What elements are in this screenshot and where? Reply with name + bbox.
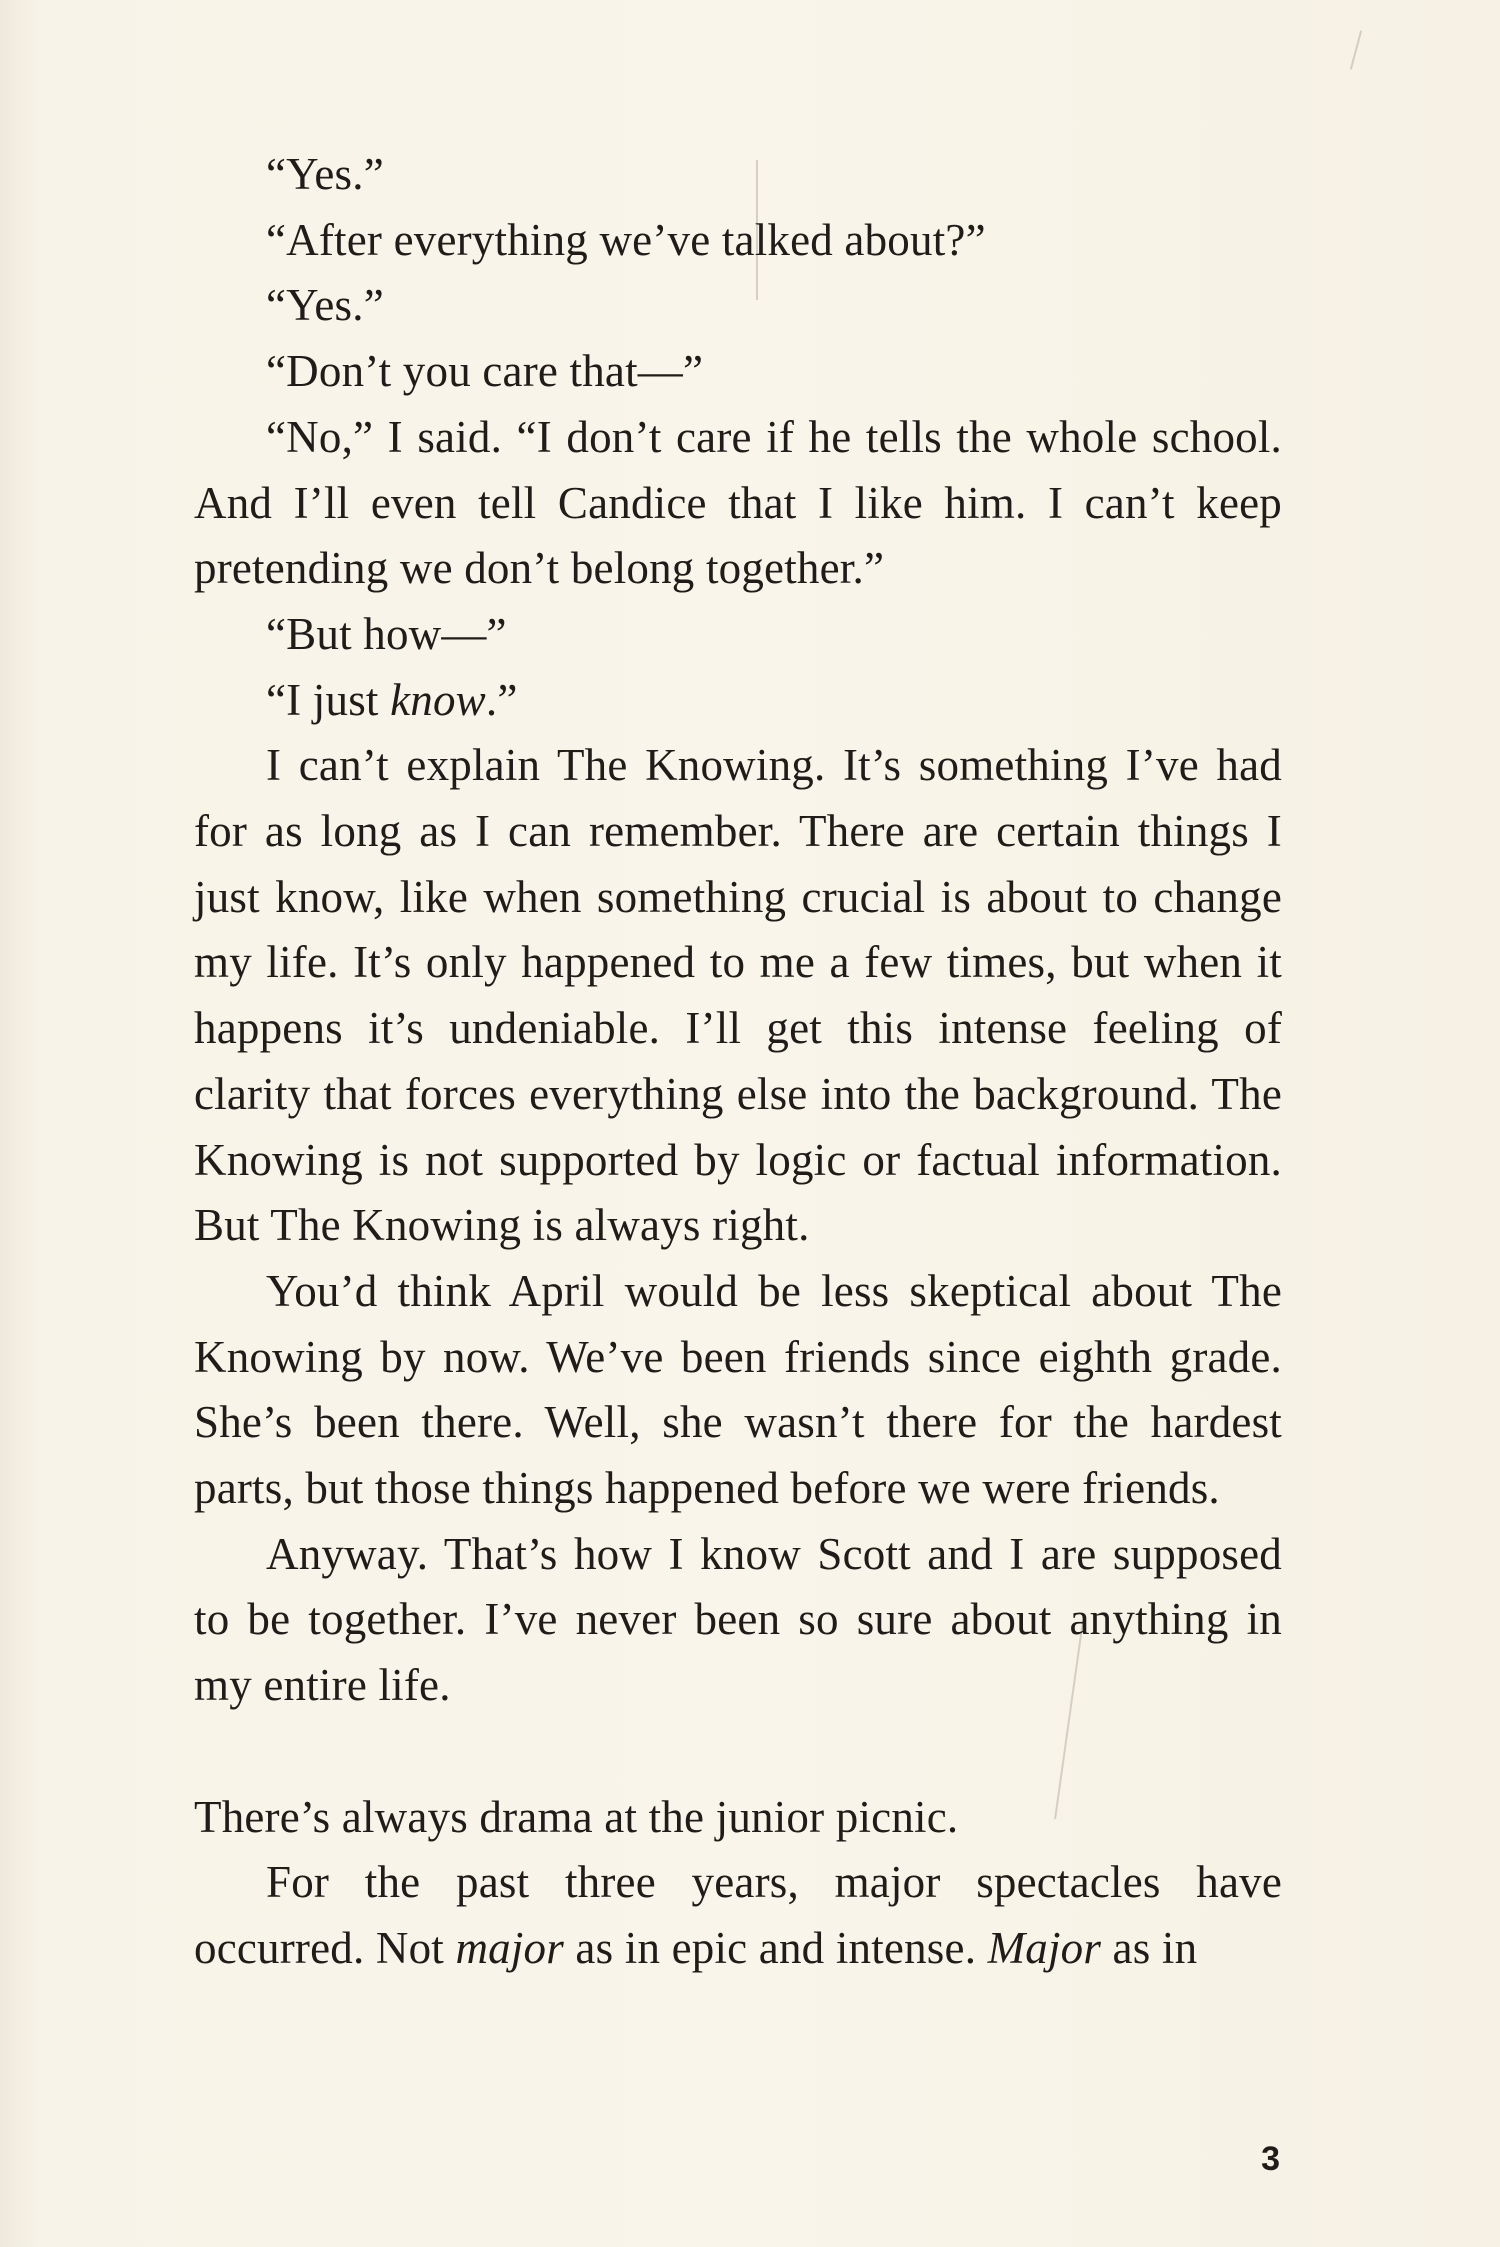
text-run: There’s always drama at the junior picnic. [194, 1791, 959, 1842]
text-run: You’d think April would be less skeptical about The Knowing by now. We’ve been friends since eighth grade. She’s been there. Well, she wasn’t there for the hardest parts, but those things happened before we were friends. [194, 1265, 1282, 1514]
paper-crease [1350, 30, 1362, 69]
text-run: “Yes.” [266, 280, 384, 331]
text-run: “I just [266, 674, 391, 725]
paragraph [194, 1785, 1282, 1851]
text-run: “Yes.” [266, 149, 384, 199]
paragraph [194, 405, 1282, 602]
text-run: as in epic and intense. [563, 1922, 988, 1973]
paragraph [194, 1259, 1282, 1522]
paragraph [194, 602, 1282, 668]
text-run: For the past three years, major spectacles have occurred. Not [194, 1857, 1282, 1973]
text-run: “But how—” [266, 608, 507, 659]
paragraph [194, 668, 1282, 734]
paragraph [194, 339, 1282, 405]
paragraph [194, 142, 1282, 208]
text-run: “After everything we’ve talked about?” [266, 214, 986, 265]
italic-run: Major [987, 1922, 1102, 1973]
paragraph [194, 208, 1282, 274]
paragraph [194, 1522, 1282, 1719]
text-run: “Don’t you care that—” [266, 346, 704, 397]
text-run: as in [1101, 1922, 1198, 1973]
text-run: .” [485, 674, 518, 725]
italic-run: know [390, 674, 486, 725]
italic-run: major [455, 1922, 564, 1973]
paragraph [194, 1850, 1282, 1981]
paragraph [194, 273, 1282, 339]
text-run: Anyway. That’s how I know Scott and I are supposed to be together. I’ve never been so sure about anything in my entire life. [194, 1528, 1282, 1711]
body-text [194, 142, 1282, 1982]
text-run: “No,” I said. “I don’t care if he tells the whole school. And I’ll even tell Candice that I like him. I can’t keep pretending we don’t belong together.” [194, 411, 1282, 594]
page-number: 3 [1261, 2140, 1280, 2178]
section-break [194, 1719, 1282, 1785]
text-run: I can’t explain The Knowing. It’s something I’ve had for as long as I can remember. There are certain things I just know, like when something crucial is about to change my life. It’s only happened to me a few times, but when it happens it’s undeniable. I’ll get this intense feeling of clarity that forces everything else into the background. The Knowing is not supported by logic or factual information. But The Knowing is always right. [194, 740, 1282, 1251]
paragraph [194, 733, 1282, 1259]
